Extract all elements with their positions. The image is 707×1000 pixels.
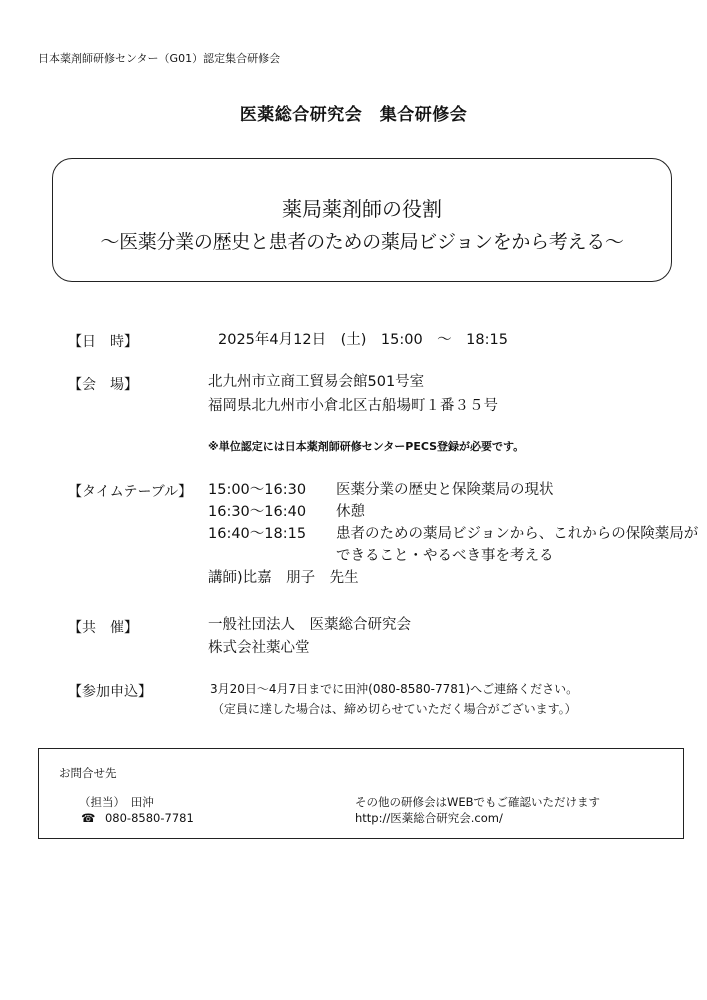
organization-title: 医薬総合研究会 集合研修会 — [239, 105, 468, 125]
apply-label: 【参加申込】 — [68, 684, 152, 700]
contact-phone-row — [81, 810, 194, 826]
header-note: 日本薬剤師研修センター（G01）認定集合研修会 — [38, 52, 281, 65]
apply-note: （定員に達した場合は、締め切らせていただく場合がございます。） — [212, 702, 577, 716]
timetable-desc: 休憩 — [336, 504, 365, 520]
main-title: 薬局薬剤師の役割 — [282, 197, 442, 221]
contact-phone: 080-8580-7781 — [104, 811, 194, 825]
date-value: 2025年4月12日 (土) 15:00 ～ 18:15 — [218, 332, 508, 348]
web-note: その他の研修会はWEBでもご確認いただけます — [355, 795, 601, 809]
timetable-row — [208, 479, 698, 501]
host-label: 【共 催】 — [68, 620, 138, 636]
title-box — [52, 158, 672, 282]
date-label: 【日 時】 — [68, 334, 138, 350]
timetable-row — [208, 523, 698, 545]
lecturer: 講師)比嘉 朋子 先生 — [208, 570, 359, 586]
timetable-row-continued — [208, 545, 698, 567]
venue-name: 北九州市立商工貿易会館501号室 — [208, 374, 425, 390]
timetable-desc: 医薬分業の歴史と保険薬局の現状 — [336, 482, 554, 498]
timetable — [208, 479, 698, 589]
host-company: 株式会社薬心堂 — [208, 640, 310, 656]
timetable-row — [208, 501, 698, 523]
timetable-time: 16:30～16:40 — [208, 504, 307, 520]
timetable-time: 15:00～16:30 — [208, 482, 307, 498]
timetable-desc-continued: できること・やるべき事を考える — [336, 548, 554, 564]
venue-label: 【会 場】 — [68, 377, 138, 393]
telephone-icon: ☎ — [81, 811, 96, 825]
timetable-desc: 患者のための薬局ビジョンから、これからの保険薬局が — [336, 526, 699, 542]
host-org: 一般社団法人 医薬総合研究会 — [208, 617, 411, 633]
website-link[interactable]: http://医薬総合研究会.com/ — [355, 811, 503, 825]
contact-box — [38, 748, 684, 839]
timetable-label: 【タイムテーブル】 — [68, 484, 193, 500]
apply-instructions: 3月20日～4月7日までに田沖(080-8580-7781)へご連絡ください。 — [210, 682, 579, 696]
pecs-note: ※単位認定には日本薬剤師研修センターPECS登録が必要です。 — [208, 440, 525, 453]
venue-address: 福岡県北九州市小倉北区古船場町１番３５号 — [208, 398, 498, 414]
timetable-time: 16:40～18:15 — [208, 526, 307, 542]
contact-heading: お問合せ先 — [59, 766, 117, 780]
subtitle: ～医薬分業の歴史と患者のための薬局ビジョンをから考える～ — [100, 231, 624, 253]
contact-person: （担当） 田沖 — [79, 795, 154, 809]
